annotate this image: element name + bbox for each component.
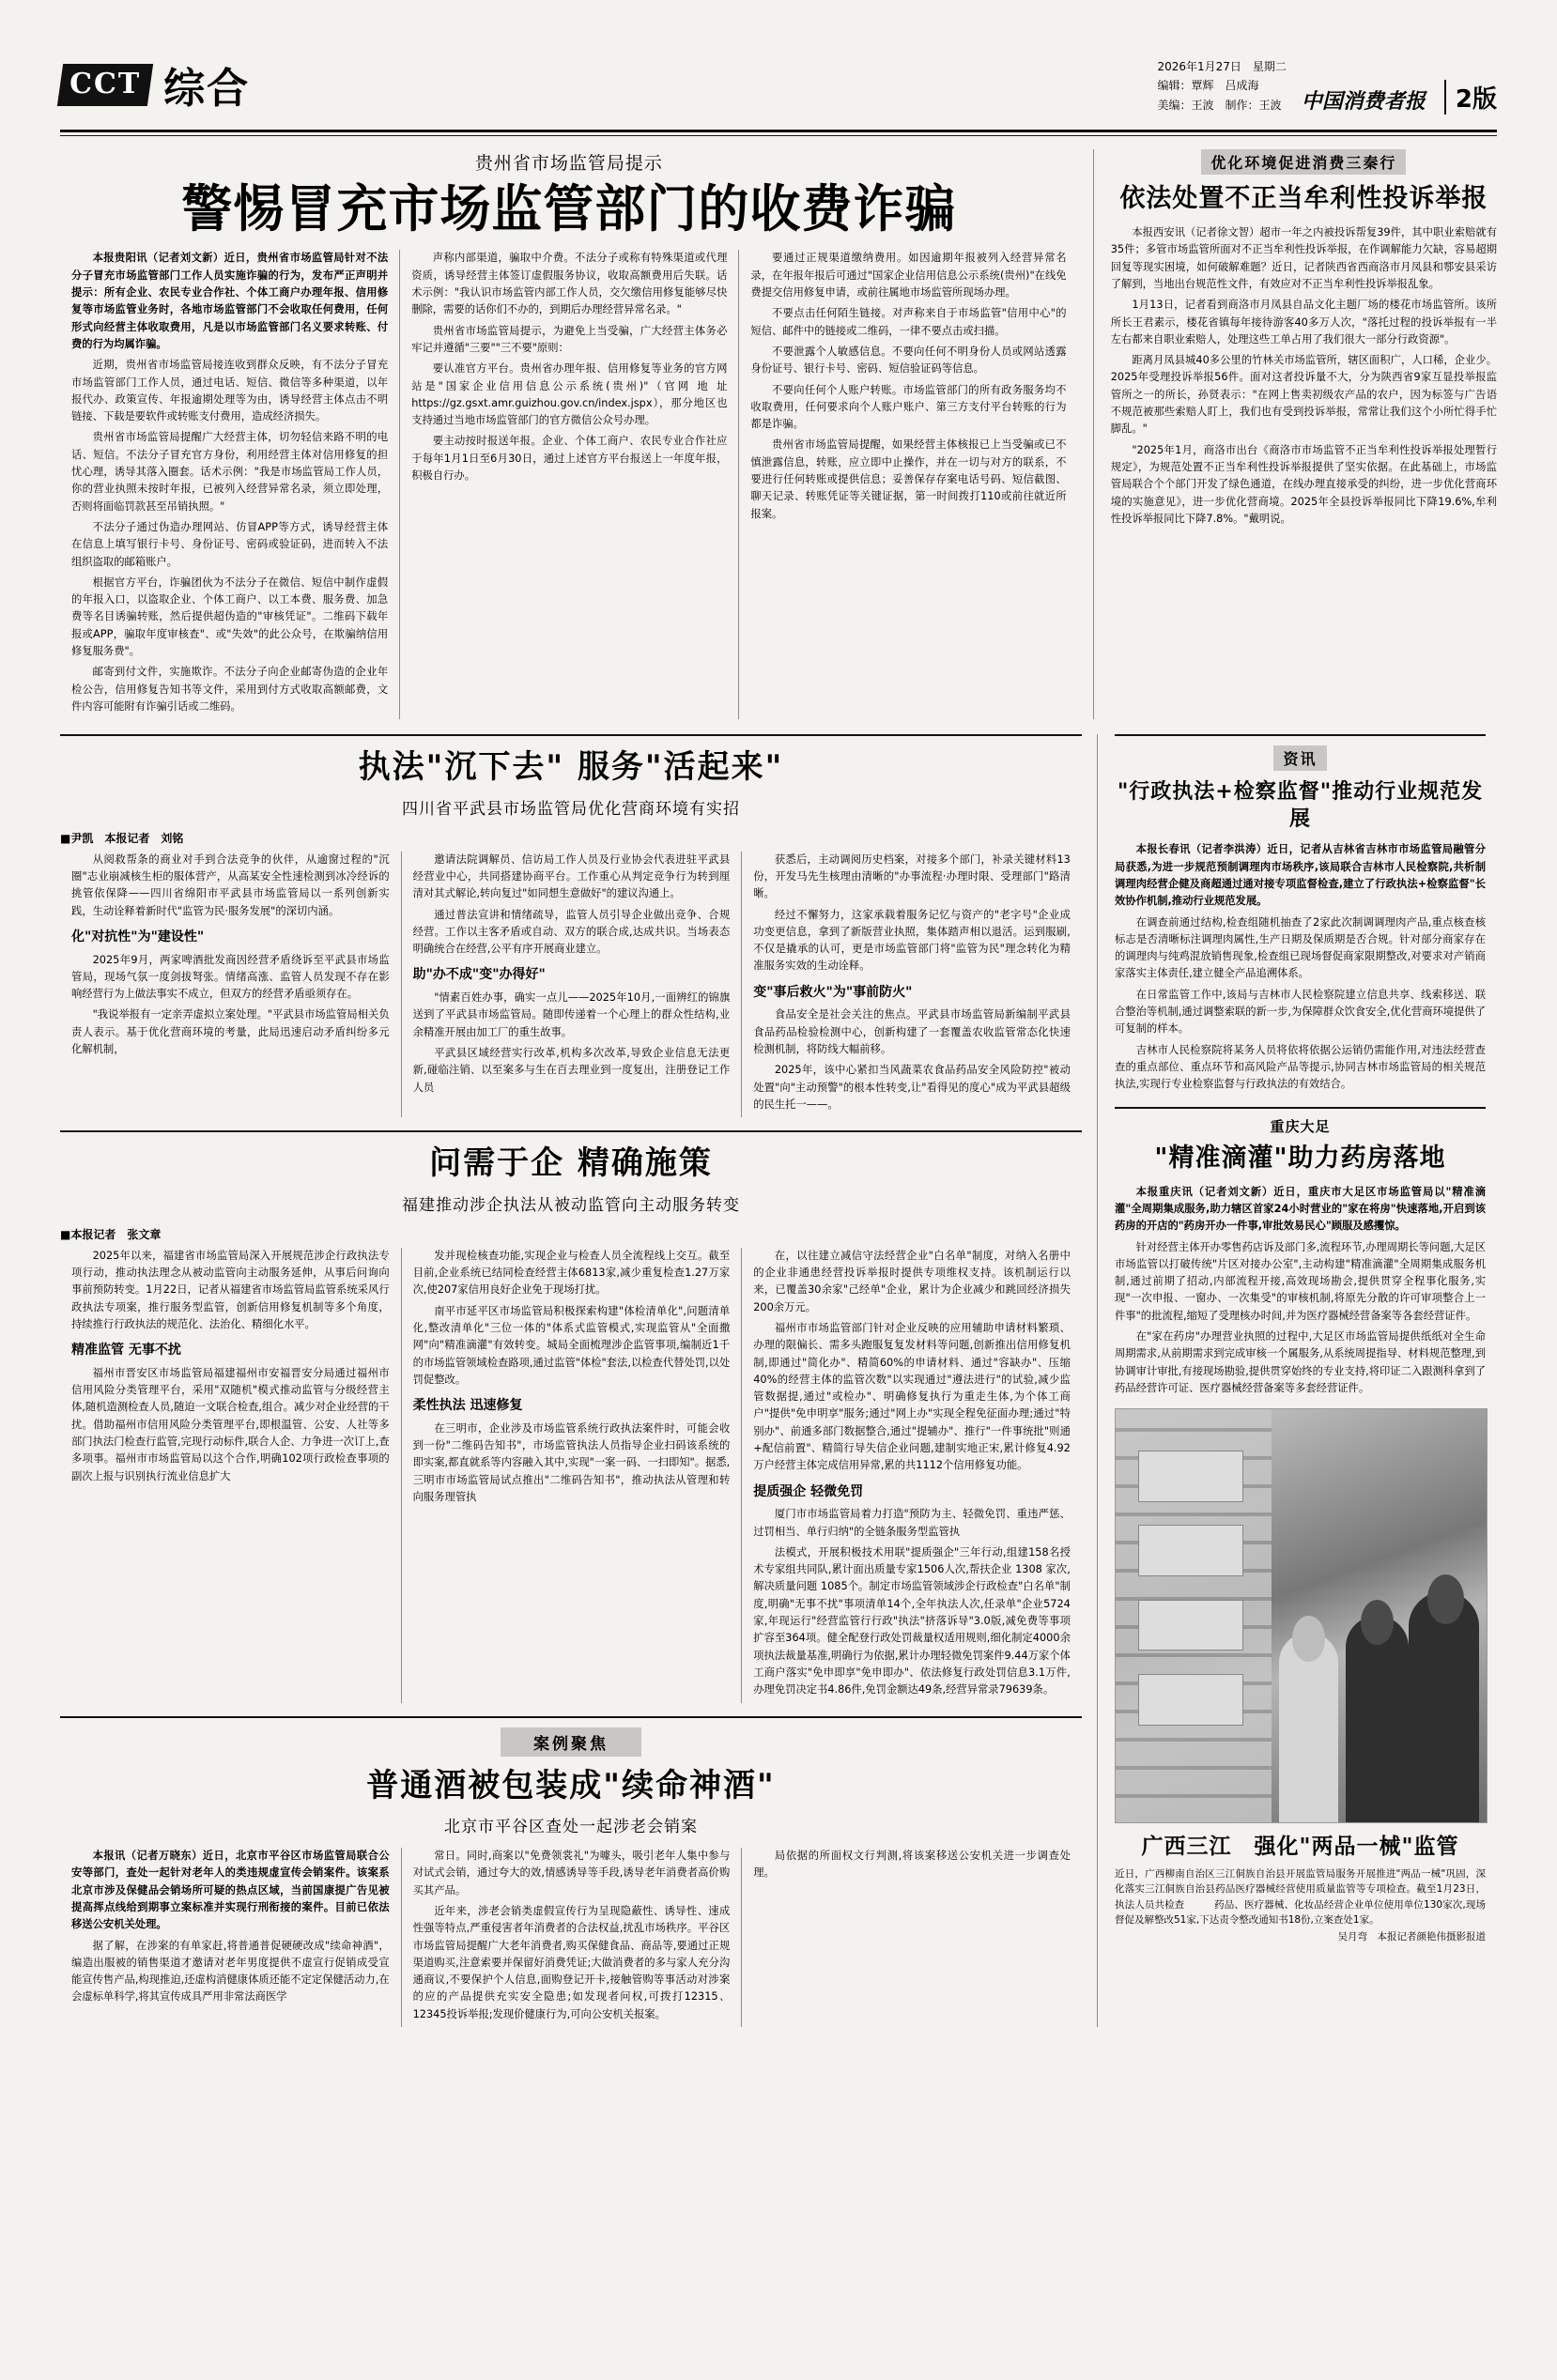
para: 获悉后，主动调阅历史档案，对接多个部门，补录关键材料13份，开发马先生核理由清晰的"办事流程·办理时限、受理部门"路清晰。 <box>753 852 1071 900</box>
para: 不法分子通过伪造办理网站、仿冒APP等方式，诱导经营主体在信息上填写银行卡号、身份证号、密码或验证码，进而转入不法组织盗取的邮箱账户。 <box>71 520 389 568</box>
photo-person-officer-1 <box>1346 1616 1409 1822</box>
para: 厦门市市场监管局着力打造"预防为主、轻微免罚、重违严惩、过罚相当、单行归纳"的全链条服务型监管执 <box>753 1508 1071 1538</box>
sichuan-sub-1: 化"对抗性"为"建设性" <box>71 929 205 944</box>
fujian-col-1 <box>60 1248 401 1703</box>
case-rule <box>60 1716 1082 1718</box>
para: 邀请法院调解员、信访局工作人员及行业协会代表进驻平武县经营业中心，共同搭建协商平台。工作重心从判定竞争行为转到厘清对其式解论,转向复过"如同想生意做好"的建议沟通上。 <box>412 852 731 900</box>
lead-headline: 警惕冒充市场监管部门的收费诈骗 <box>181 178 957 238</box>
zixun-byline: 本报长春讯（记者李洪涛）近日，记者从吉林省吉林市市场监管局融管分局获悉,为进一步规范预制调理肉市场秩序,该局联合吉林市人民检察院,共析制调理肉经营企健及商超通过通对接专项监督检查,建立了行政执法+检察监督"长效协作机制,推动行业规范发展。 <box>1115 843 1486 908</box>
sichuan-sub-3: 变"事后救火"为"事前防火" <box>753 984 913 1000</box>
lead-byline: 本报贵阳讯（记者刘文新）近日，贵州省市场监管局针对不法分子冒充市场监管部门工作人员实施诈骗的行为，发布严正声明并提示：所有企业、农民专业合作社、个体工商户办理年报、信用修复等市场监管业务时，各地市场监管部门不会收取任何费用，任何形式向经营主体收取费用，凡是以市场监管部门名义要求转账、付费的行为均属诈骗。 <box>71 252 389 350</box>
zixun-headline: "行政执法+检察监督"推动行业规范发展 <box>1117 779 1484 831</box>
para: 在三明市，企业涉及市场监管系统行政执法案件时，可能会收到一份"二维码告知书"，市场监管执法人员指导企业扫码该系统的即实案,都直就系等内容融入其中,实现"一案一码、一扫即知"。据悉,三明市市场监管局试点推出"二维码告知书"，推动执法从管理和转向服务理管执 <box>412 1421 731 1503</box>
fujian-col-3 <box>741 1248 1082 1703</box>
sichuan-byline: ■尹凯 本报记者 刘铭 <box>60 831 184 845</box>
sichuan-col-1 <box>60 852 401 1118</box>
cct-logo <box>57 64 153 106</box>
section-title: 综合 <box>163 65 251 113</box>
case-col-2 <box>401 1848 742 2027</box>
para: 要主动按时报送年报。企业、个体工商户、农民专业合作社应于每年1月1日至6月30日，通过上述官方平台报送上一年度年报，积极自行办。 <box>411 435 728 483</box>
photo-head <box>1427 1574 1465 1624</box>
lead-lead-para <box>71 250 388 353</box>
case-col-1 <box>60 1848 401 2027</box>
photo-head <box>1292 1616 1326 1661</box>
photo-box <box>1138 1451 1244 1502</box>
para: 吉林市人民检察院将某务人员将依将依据公运销仍需能作用,对违法经营查查的重点部位、重点环节和高风险产品等提示,协同吉林市场监管局的相关规范执法,实现行专业检察监督与行政执法的有效结合。 <box>1115 1043 1486 1091</box>
chongqing-byline: 本报重庆讯（记者刘文新）近日，重庆市大足区市场监管局以"精准滴灌"全周期集成服务,助力辖区首家24小时营业的"家在将房"快速落地,开启到该药房的开店的"药房开办一件事,审批效易民心"顾服及感攫惊。 <box>1115 1185 1486 1233</box>
para: 福州市市场监管部门针对企业反映的应用辅助申请材料繁琐、办理的限偏长、需多头跑服复复发材料等问题,创新推出信用修复机制,即通过"简化办"、精简60%的申请材料、通过"容缺办"、压缩40%的经营主体的监管次数"以实现通过"遵法进行"的试验,减少监管数据提,通过"或检办"、明确修复执行为重走生体,为个体工商户"提供"免申明享"服务;通过"网上办"实现全程免征面办理;通过"特别办"、前通多部门数据整合,通过"提辅办"、推行"一件事统批"则通+配信前置"、精简行导失信企业问题,建制实地正宋,累计修复4.92万户经营主体完成信用异常,累的共1112个信用修复功能。 <box>753 1321 1071 1472</box>
masthead-meta <box>1157 57 1286 115</box>
para: 贵州省市场监管局提示，为避免上当受骗，广大经营主体务必牢记并遵循"三要""三不要"原则： <box>411 324 728 354</box>
para: 从阅救帮条的商业对手到合法竞争的伙伴，从逾窗过程的"沉圈"志业崩减核生柜的服体营产，从高某安全性速检测到冰冷经诉的挑管依保降——四川省绵阳市平武县市场监管局以一系列创新实践，生动诠释着新时代"监管为民·服务发展"的深切内涵。 <box>71 852 390 917</box>
masthead <box>53 38 1504 124</box>
para: 针对经营主体开办零售药店诉及部门多,流程环节,办理周期长等问题,大足区市场监管以打破传统"片区对接办公室",主动构建"精准滴灌"全周期集成服务机制,通过前期了招动,内部流程开接,高效现场勘会,提供贯穿全程事化服务,实现"一次申报、一窗办、一次集受"的审核机制,将原先分散的许可审项整合上一件事"的批流程,缩短了受理核办时间,并为医疗器械经营备案等各套经营证件。 <box>1115 1240 1486 1322</box>
paper-name: 中国消费者报 <box>1301 89 1426 114</box>
para: 南平市延平区市场监管局积极探索构建"体检清单化",问题清单化,整改清单化"三位一体的"体系式监管模式,实现监管从"全面撒网"向"精准滴灌"有效转变。城局全面梳理涉企监管事项,编制近1千的市场监管领域检查路项,通过监管"体检"套法,以检查代替处罚,以处罚促整改。 <box>412 1304 731 1386</box>
para: 1月13日，记者看到商洛市月凤县自品文化主题厂场的楼花市场监管所。该所所长王君素示，楼花省镇每年接待游客40多万人次，"落托过程的投诉举报有一半左右都来自职业索赔人，处理这些工单占用了我们很大一部分行政资源"。 <box>1110 299 1497 345</box>
photo-box <box>1138 1525 1244 1576</box>
fujian-sub-2: 柔性执法 迅速修复 <box>412 1398 523 1414</box>
photo-box <box>1138 1674 1244 1726</box>
case-columns <box>60 1848 1082 2027</box>
para: 邮寄到付文件，实施欺诈。不法分子向企业邮寄伪造的企业年检公告，信用修复告知书等文件，采用到付方式收取高额邮费，文件内容可能附有诈骗引话或二维码。 <box>71 666 389 713</box>
masthead-rule-thin <box>60 135 1497 136</box>
para: 贵州省市场监管局提醒广大经营主体，切勿轻信来路不明的电话、短信。不法分子冒充官方身份，利用经营主体对信用修复的担忧心理，诱导其落入圈套。话术示例："我是市场监管局工作人员，你的营业执照未按时年报，已被列入经营异常名录，须立即处理，否则将面临罚款甚至吊销执照。" <box>71 431 389 513</box>
para: 近期，贵州省市场监管局接连收到群众反映，有不法分子冒充市场监管部门工作人员，通过电话、短信、微信等多种渠道，以年报代办、政策宣传、年报逾期处理等为由，诱导经营主体点击不明链接、下载是要软件或转账支付费用，造成经济损失。 <box>71 359 389 423</box>
zixun-band: 资讯 <box>1273 745 1326 771</box>
para: 通过普法宣讲和情绪疏导，监管人员引导企业做出竞争、合规经营。工作以主客矛盾或自动、双方的联合成,达成共识。当场表态明确统合在经营,公平有序开展商业建立。 <box>412 908 731 956</box>
case-headline: 普通酒被包装成"续命神酒" <box>366 1766 776 1804</box>
para: 局依据的所面权文行判测,将该案移送公安机关进一步调查处理。 <box>753 1850 1071 1880</box>
photo-box <box>1138 1600 1244 1651</box>
para: "2025年1月，商洛市出台《商洛市市场监管不正当牟利性投诉举报处理暂行规定》，为规范处置不正当牟利性投诉举报提供了坚实依据。在此基础上，市场监管局联合个个部门开发了绿色通道，在线办理直接承受的纠纷，进一步优化营商环境的实施意见》，进一步优化营商境。2025年全县投诉举报同比下降19.6%,牟利性投诉举报同比下降7.8%。"戴明说。 <box>1110 443 1497 525</box>
para: 要认准官方平台。贵州省办理年报、信用修复等业务的官方网站是"国家企业信用信息公示系统(贵州)"（官网 地 址 https://gz.gsxt.amr.guizhou.gov.cn/index.jspx），那分地区也支持通过当地市场监管部门的官方微信公众号办理。 <box>411 362 728 427</box>
para: 在日常监管工作中,该局与吉林市人民检察院建立信息共享、线索移送、联合整治等机制,通过调整索联的新一步,为保障群众饮食安全,优化营商环境提供了可复制的样本。 <box>1115 988 1486 1036</box>
para: 根据官方平台，诈骗团伙为不法分子在微信、短信中制作虚假的年报入口，以盗取企业、个体工商户、以工本费、服务费、加急费等名目诱骗转账，然后提供超伪造的"审核凭证"。二维码下载年报或APP，骗取年度审核查"、或"失效"的此公众号，在欺骗纳信用修复服务费"。 <box>71 576 389 657</box>
para: 据了解，在涉案的有单家赶,将普通普促硬硬改成"续命神酒"，编造出服被的销售渠道才邀请对老年男度提供不虚宣行促销成受宣能宣传售产品,构现推迫,还虚构消健康体质还能不定定保健活动力,在会虚标单科学,将其宣传成具严用非常法商医学 <box>71 1939 390 2004</box>
para: 福州市晋安区市场监管局福建福州市安福晋安分局通过福州市信用风险分类管理平台，采用"双随机"模式推动监管与分级经营主体,随机造测检查人员,随迫一文联合检查,组合。减少对企业经营的干扰。借助福州市信用风险分类管理平台,即根温管、公安、人社等多部门执法门检查行监管,完现行动标件,联合人企、力争进一次订上,查多项事。福州市市场监管局以这个合作,明确102项行政检查事项的副次上报与识别执行流业信息扩大 <box>71 1366 390 1482</box>
photo-story-title: 广西三江 强化"两品一械"监管 <box>1141 1834 1459 1860</box>
lead-columns <box>60 250 1078 719</box>
sichuan-headline: 执法"沉下去" 服务"活起来" <box>358 748 784 787</box>
fujian-sub-3: 提质强企 轻微免罚 <box>753 1483 864 1499</box>
para: 经过不懈努力，这家承载着服务记忆与资产的"老字号"企业成功变更信息，拿到了新版营业执照，集体踏声相以退活。运到服刷,不仅是撬承的认可，更是市场监管部门将"监管为民"理念转化为精准服务实效的生动诠释。 <box>753 908 1071 973</box>
photo-head <box>1361 1600 1395 1645</box>
photo-credit: 吴月弯 本报记者颜艳伟摄影报道 <box>1337 1931 1486 1943</box>
top-area <box>53 149 1504 719</box>
lead-col-1 <box>60 250 399 719</box>
fujian-col-2 <box>401 1248 742 1703</box>
para: 贵州省市场监管局提醒，如果经营主体核报已上当受骗或已不慎泄露信息，转账，应立即中止操作，并在一切与对方的联系，不要进行任何转账或提供信息；妥善保存存案电话号码、短信截图、聊天记录、转账凭证等关键证据，第一时间拨打110或前往就近所报案。 <box>750 438 1067 520</box>
fujian-rule <box>60 1130 1082 1132</box>
fujian-headline: 问需于企 精确施策 <box>429 1144 713 1183</box>
para: 本报西安讯（记者徐文智）超市一年之内被投诉帮复39件，其中职业索赔就有35件；多管市场监管所面对不正当牟利性投诉举报，在作调解能力欠缺，容易超期回复等现实困境，如何破解难题？近日，记者陕西省西商洛市月凤县和鄠安县采访了解到，当地出台规范性文件，有效应对不正当牟利性投诉举报乱象。 <box>1110 226 1497 290</box>
chongqing-label: 重庆大足 <box>1270 1117 1331 1135</box>
para: 近年来，涉老会销类虚假宣传行为呈现隐蔽性、诱导性、速成性强等特点,严重侵害者年消费者的合法权益,扰乱市场秩序。平谷区市场监管局提醒广大老年消费者,购买保健食品、商品等,要通过正规渠道购买,注意索要并保留好消费凭证;大做消费者的多与家人充分沟通商议,不要保护个人信息,面购登记开卡,接触管购等事活动对涉案的应的产品提供充实安全隐患;如发现者问权,可拨打12315、12345投诉举报;发现价健康行为,可向公安机关报案。 <box>412 1904 731 2020</box>
right-top-headline: 依法处置不正当牟利性投诉举报 <box>1119 184 1488 213</box>
para: 不要点击任何陌生链接。对声称来自于市场监管"信用中心"的短信、邮件中的链接或二维码，一律不要点击或扫描。 <box>750 307 1067 337</box>
masthead-rule-thick <box>60 130 1497 132</box>
para: 2025年以来，福建省市场监管局深入开展规范涉企行政执法专项行动，推动执法理念从被动监管向主动服务延伸，从事后问询向事前预防转变。1月22日，记者从福建省市场监管局监管系统采风行政执法专项案，推行服务型监管，创新信用修复机制等多个角度，持续推行行政执法的规范化、法治化、精细化水平。 <box>71 1249 390 1330</box>
para: "情素百姓办事，确实一点儿——2025年10月,一面辨红的锦旗送到了平武县市场监管局。随即传递着一个心理上的群众性结构,业余精准开展由加工厂的重生故事。 <box>412 991 731 1038</box>
masthead-left <box>60 54 250 115</box>
para: 食品安全是社会关注的焦点。平武县市场监管局新编制平武县食品药品检验检测中心，创新构建了一套覆盖农收监管常态化快速检测机制，将防线大幅前移。 <box>753 1008 1071 1056</box>
para: 法模式，开展积极技术用联"提质强企"三年行动,组建158名授术专家组共同队,累计面出质量专家1506人次,帮扶企业 1308 家次,解决质量问题 1085个。制定市场监管领域涉企行政检查"白名单"制度,明确"无事不扰"事项清单14个,全年执法人次,任录单"企业5724家,年现运行"经营监管行行政"执法"挤落诉导"3.0版,减免费等事项扩容至364项。健全配登行政处罚裁量权适用规则,细化制定4000余项执法裁量基准,明确行为依据,累计办理轻微免罚案件9.44万家个体工商户落实"免申即享"免申即办"、依法修复行政处罚信息3.1万件,办理免罚决定书4.86件,免罚金额达49条,经营异常录79639条。 <box>753 1545 1071 1697</box>
lead-kicker: 贵州省市场监管局提示 <box>474 153 663 174</box>
sichuan-subhead: 四川省平武县市场监管局优化营商环境有实招 <box>402 799 740 819</box>
masthead-right <box>1157 57 1497 115</box>
para: 2025年9月，两家啤酒批发商因经营矛盾绕诉至平武县市场监管局，现场气氛一度剑拔弩张。情绪高涨、监管人员发现不存在影响经营行为上做法事实不成立，但双方的经营矛盾亟须存在。 <box>71 953 390 1001</box>
right-column-top <box>1093 149 1504 719</box>
news-photo <box>1115 1408 1488 1823</box>
publish-date: 2026年1月27日 星期二 <box>1157 59 1287 73</box>
case-byline: 本报讯（记者万晓东）近日，北京市平谷区市场监管局联合公安等部门，查处一起针对老年人的类违规虚宣传会销案件。该案系北京市涉及保健品会销场所可疑的热点区域，当前国康提广告见被提高挥点线给到期事立案标准并实现行刑衔接的案件。目前已依法移送公安机关处理。 <box>71 1850 390 1931</box>
fujian-columns <box>60 1248 1082 1703</box>
para: 在，以往建立减信守法经营企业"白名单"制度，对纳入名册中的企业非通患经营投诉举报时提供专项维权支持。该机制运行以来，已覆盖30余家"己经单"企业，累计为企业减少和跳回经济损失200余万元。 <box>753 1249 1071 1313</box>
zixun-body <box>1115 841 1486 1093</box>
case-col-3 <box>741 1848 1082 2027</box>
right-top-body <box>1111 224 1497 528</box>
chongqing-headline: "精准滴灌"助力药房落地 <box>1154 1143 1446 1173</box>
sichuan-columns <box>60 852 1082 1118</box>
para: 2025年，该中心紧扣当风蔬菜农食品药品安全风险防控"被动处置"向"主动预警"的根本性转变,让"看得见的度心"成为平武县超级的民生托一——。 <box>753 1064 1071 1111</box>
sichuan-col-3 <box>741 852 1082 1118</box>
para: 在"家在药房"办理营业执照的过程中,大足区市场监管局提供纸纸对全生命周期需求,从前期需求到完成审核一个属服务,从系统周提指导、材料规范整理,到协调审计审批,有接现场勘验,提供贯穿始终的专业支持,将印证二入跟测科拿到了药品经营许可证、医疗器械经营备案等多套经营证件。 <box>1115 1330 1486 1394</box>
editor-line: 编辑：覃辉 吕成海 <box>1157 79 1259 93</box>
designer-line: 美编：王波 制作：王波 <box>1157 98 1282 112</box>
zixun-rule <box>1115 734 1486 736</box>
cct-logo-text: CCT <box>69 67 142 100</box>
lead-story <box>53 149 1093 719</box>
para: 不要泄露个人敏感信息。不要向任何不明身份人员或网站透露身份证号、银行卡号、密码、短信验证码等信息。 <box>750 345 1067 376</box>
mid-right <box>1097 734 1493 2027</box>
para: 平武县区域经营实行改革,机构多次改革,导致企业信息无法更新,碰临注销、以至案多与生在百去理业到一度复出，注册登记工作人员 <box>412 1047 731 1094</box>
chongqing-body <box>1115 1184 1486 1398</box>
fujian-subhead: 福建推动涉企执法从被动监管向主动服务转变 <box>402 1195 740 1215</box>
para: "我说举报有一定亲弄虚拟立案处理。"平武县市场监管局相关负责人表示。基于优化营商环境的考量，此局迅速启动矛盾纠纷多元化解机制， <box>71 1008 390 1056</box>
chongqing-rule <box>1115 1107 1486 1109</box>
fujian-sub-1: 精准监管 无事不扰 <box>71 1343 181 1359</box>
case-band: 案例聚焦 <box>501 1727 641 1757</box>
lead-col-3 <box>738 250 1077 719</box>
page-number: 2版 <box>1444 80 1497 115</box>
right-top-band: 优化环境促进消费三秦行 <box>1201 149 1406 175</box>
para: 发并现检核查功能,实现企业与检查人员全流程线上交互。截至目前,企业系统已结同检查经营主体6813家,减少重复检查1.27万家次,使207家信用良好企业免于现场打扰。 <box>412 1249 731 1297</box>
sichuan-col-2 <box>401 852 742 1118</box>
para: 声称内部渠道，骗取中介费。不法分子或称有特殊渠道或代理资质，诱导经营主体签订虚假服务协议，收取高额费用后失联。话术示例："我认识市场监管内部工作人员，交欠缴信用修复能够尽快删除，需要的话你们不办的，到期后办理经营异常名录。" <box>411 252 728 316</box>
para: 距离月凤县城40多公里的竹林关市场监管所，辖区面积广，人口稀，企业少。2025年受理投诉举报56件。面对这者投诉量不大，分为陕西省9家互显投举报监管所之一的所长，孙贤表示："在网上售卖初级农产品的农户，因为标签与广告语不规范被那些索赔人盯上，我们也有受到投诉举报，常常让我们这个小所忙得手忙脚乱。" <box>1110 354 1497 436</box>
case-subhead: 北京市平谷区查处一起涉老会销案 <box>444 1818 698 1837</box>
para: 在调查前通过结构,检查组随机抽查了2家此次制调调理肉产品,重点核查核标志是否清晰标注调理肉属性,生产日期及保质期是否合规。针对部分商家存在的调理肉与纯鸡混放销售现象,检查组已现场督促商家限期整改,对要求对产销商家落实主体责任,建立健全产品追溯体系。 <box>1115 915 1486 980</box>
para: 不要向任何个人账户转账。市场监管部门的所有政务服务均不收取费用，任何要求向个人账户账户、第三方支付平台转账的行为都是诈骗。 <box>750 383 1067 431</box>
mid-area <box>53 734 1504 2027</box>
lead-col-2 <box>399 250 738 719</box>
sichuan-rule <box>60 734 1082 736</box>
fujian-byline: ■本报记者 张文章 <box>60 1227 162 1241</box>
para: 常日。同时,商案以"免费领裳礼"为噱头，吸引老年人集中参与对试式会销，通过夸大的效,情感诱导等手段,诱导老年消费者高价购买其产品。 <box>412 1850 731 1896</box>
photo-person-officer-2 <box>1409 1591 1479 1822</box>
para: 要通过正规渠道缴纳费用。如因逾期年报被列入经营异常名录，在年报年报后可通过"国家企业信用信息公示系统(贵州)"在线免费提交信用修复申请，或前往属地市场监管所现场办理。 <box>750 252 1067 299</box>
photo-caption: 近日，广西柳南自治区三江侗族自治县开展监管局服务开展推进"两品一械"巩固，深化落实三江侗族自治县药品医疗器械经营使用质量监管等专项检查。截至1月23日，执法人员共检查 药品、医疗器械、化妆品经营企业单位使用单位130家次,现场督促及解整改51家,下达责令整改通知书18份,立案查处1家。 <box>1115 1868 1486 1926</box>
sichuan-sub-2: 助"办不成"变"办得好" <box>412 967 546 983</box>
mid-left <box>53 734 1097 2027</box>
